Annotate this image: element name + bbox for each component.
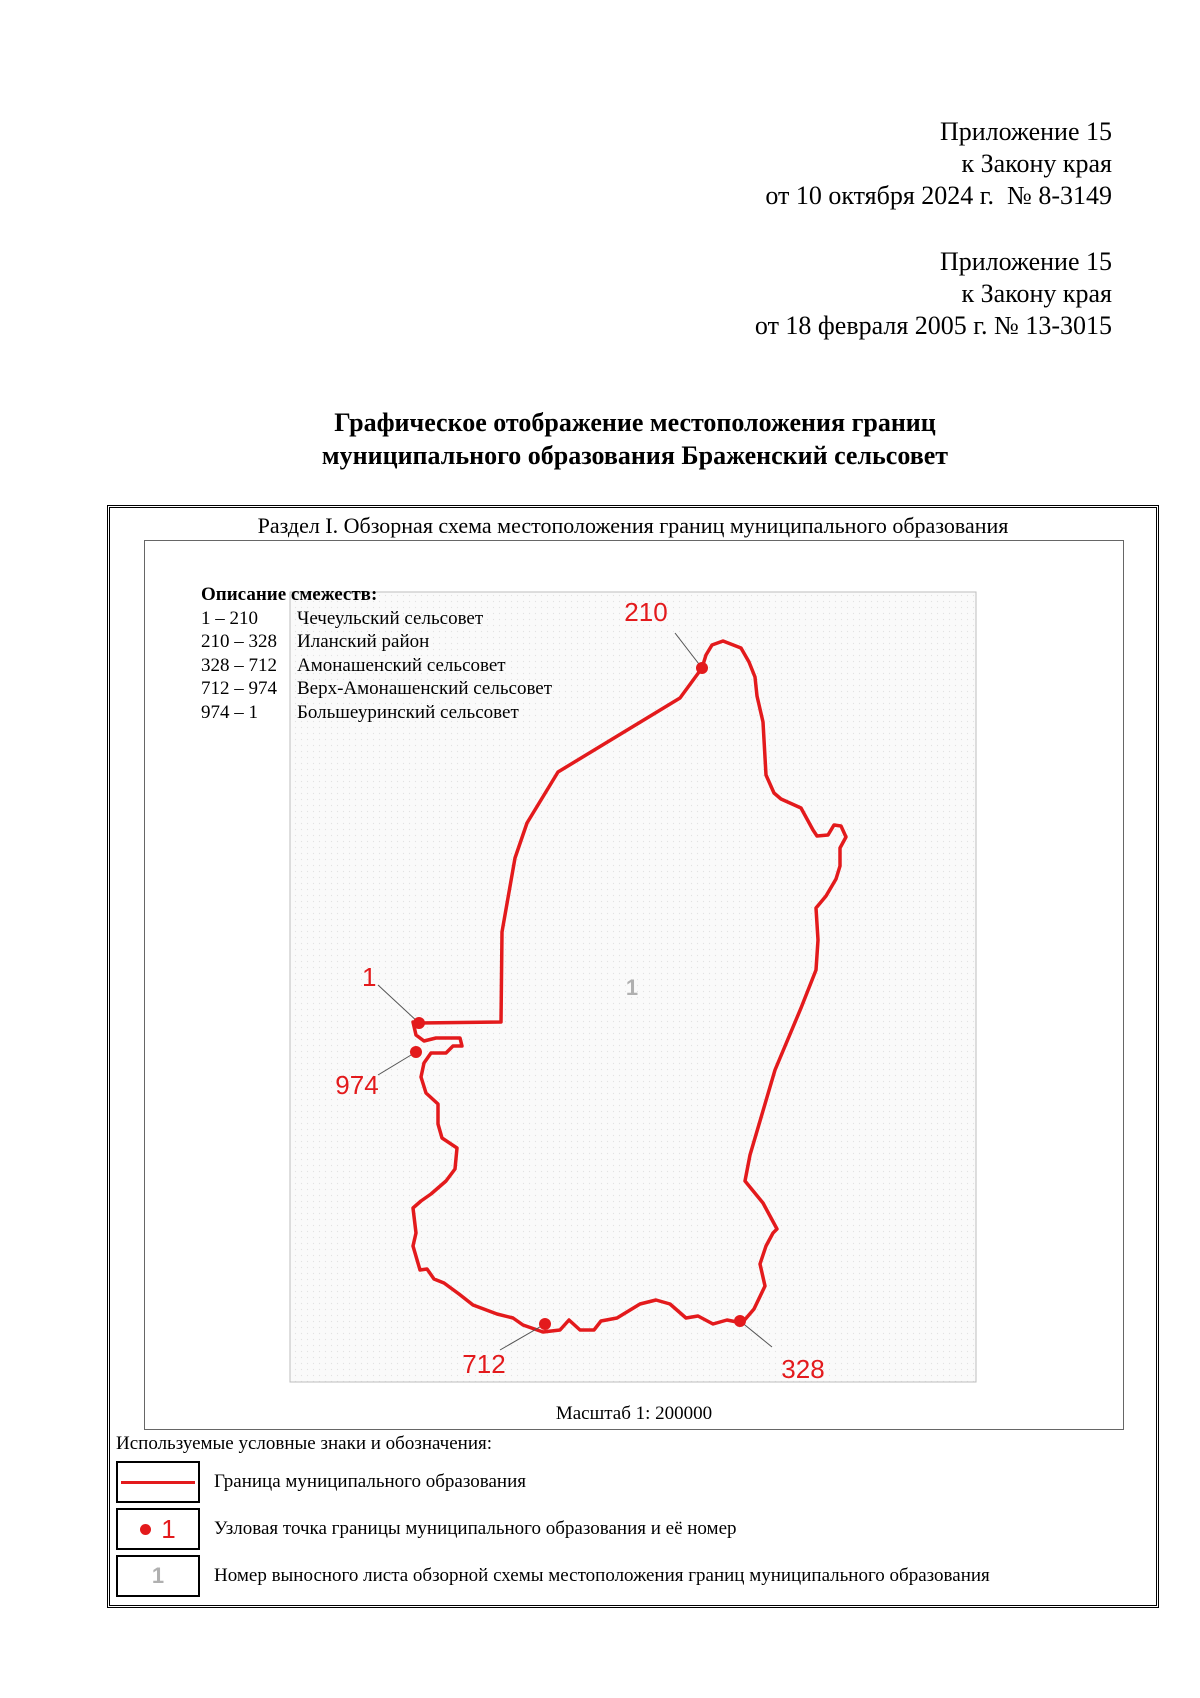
adjacency-row <box>201 607 552 631</box>
adjacency-row <box>201 701 552 725</box>
boundary-line-symbol <box>121 1481 195 1484</box>
node-label-328: 328 <box>781 1354 825 1384</box>
legend-item-sheet <box>116 1554 990 1598</box>
node-point-1 <box>413 1017 425 1029</box>
node-symbol-number: 1 <box>161 1513 176 1544</box>
sheet-number-symbol: 1 <box>151 1563 165 1588</box>
node-point-210 <box>696 662 708 674</box>
appendix-original-line2: к Закону края <box>961 279 1112 308</box>
adjacency-range: 974 – 1 <box>201 701 258 723</box>
node-point-328 <box>734 1315 746 1327</box>
adjacency-range: 1 – 210 <box>201 607 258 629</box>
adjacency-range: 328 – 712 <box>201 654 277 676</box>
node-label-210: 210 <box>624 597 668 627</box>
adjacency-row <box>201 630 552 654</box>
adjacency-description <box>201 583 552 724</box>
map-scale: Масштаб 1: 200000 <box>555 1403 713 1424</box>
legend-item-boundary <box>116 1460 526 1504</box>
node-label-712: 712 <box>462 1349 506 1379</box>
adjacency-name: Большеуринский сельсовет <box>297 701 519 723</box>
appendix-current-line3: от 10 октября 2024 г. № 8-3149 <box>765 181 1112 210</box>
section-caption: Раздел I. Обзорная схема местоположения границ муниципального образования <box>257 513 1009 538</box>
adjacency-name: Чечеульский сельсовет <box>297 607 484 629</box>
title-line2: муниципального образования Браженский сельсовет <box>321 441 949 470</box>
legend-symbol-box <box>116 1461 200 1503</box>
title-line1: Графическое отображение местоположения границ <box>334 408 936 437</box>
node-dot-icon <box>140 1524 151 1535</box>
adjacency-name: Иланский район <box>297 631 430 652</box>
adjacency-name: Верх-Амонашенский сельсовет <box>297 678 553 699</box>
legend-label: Граница муниципального образования <box>214 1471 526 1492</box>
legend-label: Узловая точка границы муниципального образования и её номер <box>214 1518 737 1539</box>
adjacency-name: Амонашенский сельсовет <box>297 654 506 676</box>
adjacency-title: Описание смежеств: <box>201 584 378 605</box>
appendix-original-line1: Приложение 15 <box>939 247 1112 276</box>
node-label-1: 1 <box>362 962 377 992</box>
adjacency-row <box>201 654 552 678</box>
legend-symbol-box <box>116 1508 200 1550</box>
appendix-current-line2: к Закону края <box>961 149 1112 178</box>
legend-label: Номер выносного листа обзорной схемы местоположения границ муниципального образования <box>214 1565 990 1586</box>
node-point-symbol <box>140 1514 175 1545</box>
adjacency-range: 712 – 974 <box>201 678 277 699</box>
legend-symbol-box <box>116 1555 200 1597</box>
node-point-712 <box>539 1318 551 1330</box>
appendix-original-line3: от 18 февраля 2005 г. № 13-3015 <box>754 311 1112 340</box>
sheet-number-label: 1 <box>625 975 639 1000</box>
node-point-974 <box>410 1046 422 1058</box>
appendix-current-line1: Приложение 15 <box>939 117 1112 146</box>
adjacency-row <box>201 677 552 701</box>
legend-item-node <box>116 1507 737 1551</box>
node-label-974: 974 <box>335 1070 379 1100</box>
adjacency-range: 210 – 328 <box>201 631 277 652</box>
legend-title: Используемые условные знаки и обозначения: <box>116 1433 493 1454</box>
